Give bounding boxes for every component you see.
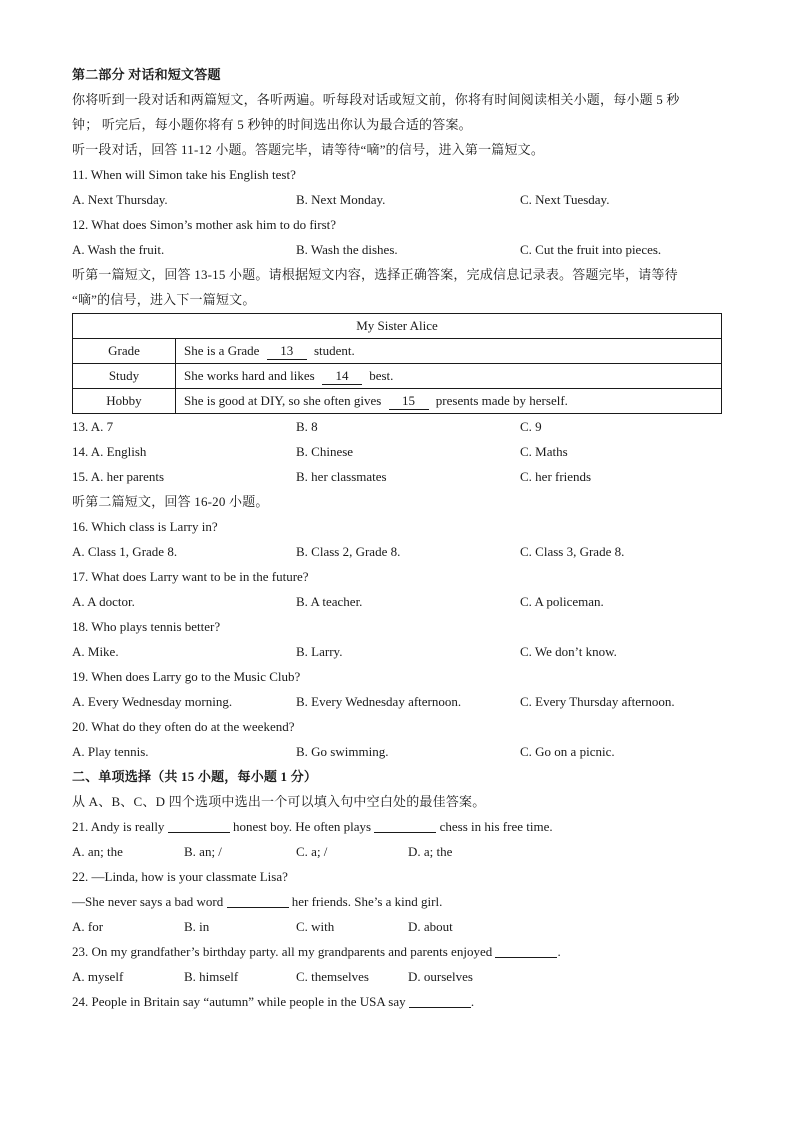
q12-stem: 12. What does Simon’s mother ask him to do first?: [72, 217, 337, 232]
blank-number: 13: [267, 343, 307, 360]
table-row-value: [176, 339, 722, 364]
q21-text-2: honest boy. He often plays: [229, 819, 375, 834]
q21-options: [72, 839, 722, 864]
table-row-value: [176, 364, 722, 389]
table-row-label: Study: [73, 364, 176, 389]
q21-text-1: 21. Andy is really: [72, 819, 168, 834]
q12-option-c[interactable]: C. Cut the fruit into pieces.: [520, 242, 662, 257]
q20-options: [72, 739, 722, 764]
q11-option-a[interactable]: A. Next Thursday.: [72, 192, 168, 207]
part2-instruction-line1: 你将听到一段对话和两篇短文，各听两遍。听每段对话或短文前，你将有时间阅读相关小题，每小题 5 秒: [72, 92, 680, 107]
row-text-post: best.: [365, 367, 394, 383]
q21-text-3: chess in his free time.: [436, 819, 553, 834]
q17-stem: 17. What does Larry want to be in the future?: [72, 569, 309, 584]
q20-option-b[interactable]: B. Go swimming.: [296, 744, 389, 759]
q19-option-b[interactable]: B. Every Wednesday afternoon.: [296, 694, 462, 709]
row-text-pre: She is good at DIY, so she often gives: [184, 392, 385, 408]
q19-stem: 19. When does Larry go to the Music Club?: [72, 669, 301, 684]
q22-option-a[interactable]: A. for: [72, 919, 104, 934]
q13-option-a[interactable]: 13. A. 7: [72, 419, 114, 434]
passage2-instruction: 听第二篇短文，回答 16-20 小题。: [72, 494, 269, 509]
q24-text-2: .: [470, 994, 475, 1009]
q15-options: [72, 464, 722, 489]
answer-blank[interactable]: [227, 893, 289, 908]
q14-option-c[interactable]: C. Maths: [520, 444, 568, 459]
q13-options: [72, 414, 722, 439]
answer-blank[interactable]: [374, 818, 436, 833]
part2-instruction-line2: 钟； 听完后，每小题你将有 5 秒钟的时间选出你认为最合适的答案。: [72, 117, 472, 132]
q24-text-1: 24. People in Britain say “autumn” while people in the USA say: [72, 994, 409, 1009]
q16-option-c[interactable]: C. Class 3, Grade 8.: [520, 544, 625, 559]
q14-option-b[interactable]: B. Chinese: [296, 444, 354, 459]
q21-option-c[interactable]: C. a; /: [296, 844, 328, 859]
q23-options: [72, 964, 722, 989]
q17-options: [72, 589, 722, 614]
q13-option-c[interactable]: C. 9: [520, 419, 542, 434]
q22-stem-line1: 22. —Linda, how is your classmate Lisa?: [72, 869, 288, 884]
q23-text-2: .: [557, 944, 561, 959]
q16-option-a[interactable]: A. Class 1, Grade 8.: [72, 544, 178, 559]
q18-options: [72, 639, 722, 664]
q21-option-d[interactable]: D. a; the: [408, 844, 453, 859]
table-row: [73, 364, 722, 389]
q23-option-d[interactable]: D. ourselves: [408, 969, 473, 984]
answer-blank[interactable]: [409, 993, 471, 1008]
q23-option-a[interactable]: A. myself: [72, 969, 124, 984]
q22-option-d[interactable]: D. about: [408, 919, 453, 934]
exam-page: [72, 62, 722, 1014]
q22-text-1: —She never says a bad word: [72, 894, 227, 909]
q23-option-b[interactable]: B. himself: [184, 969, 239, 984]
q21-option-a[interactable]: A. an; the: [72, 844, 123, 859]
row-text-post: student.: [310, 342, 355, 358]
q23-text-1: 23. On my grandfather’s birthday party. all my grandparents and parents enjoyed: [72, 944, 496, 959]
passage1-instruction-line1: 听第一篇短文，回答 13-15 小题。请根据短文内容，选择正确答案，完成信息记录表。答题完毕，请等待: [72, 267, 678, 282]
q12-option-a[interactable]: A. Wash the fruit.: [72, 242, 165, 257]
q15-option-c[interactable]: C. her friends: [520, 469, 592, 484]
blank-number: 14: [322, 368, 362, 385]
row-text-pre: She is a Grade: [184, 342, 263, 358]
q22-option-c[interactable]: C. with: [296, 919, 335, 934]
table-row: [73, 339, 722, 364]
q12-options: [72, 237, 722, 262]
q20-stem: 20. What do they often do at the weekend?: [72, 719, 295, 734]
passage1-instruction-line2: “嘀”的信号，进入下一篇短文。: [72, 292, 256, 307]
q24-stem: [72, 989, 722, 1014]
table-row-label: Hobby: [73, 389, 176, 414]
q18-option-b[interactable]: B. Larry.: [296, 644, 343, 659]
table-row-label: Grade: [73, 339, 176, 364]
q23-option-c[interactable]: C. themselves: [296, 969, 369, 984]
q20-option-a[interactable]: A. Play tennis.: [72, 744, 149, 759]
q21-stem: [72, 814, 722, 839]
q22-options: [72, 914, 722, 939]
q19-options: [72, 689, 722, 714]
q19-option-c[interactable]: C. Every Thursday afternoon.: [520, 694, 675, 709]
q17-option-b[interactable]: B. A teacher.: [296, 594, 363, 609]
table-row-value: [176, 389, 722, 414]
q15-option-a[interactable]: 15. A. her parents: [72, 469, 165, 484]
q17-option-a[interactable]: A. A doctor.: [72, 594, 135, 609]
section2-instruction: 从 A、B、C、D 四个选项中选出一个可以填入句中空白处的最佳答案。: [72, 794, 486, 809]
q13-option-b[interactable]: B. 8: [296, 419, 318, 434]
q16-stem: 16. Which class is Larry in?: [72, 519, 218, 534]
q22-stem-line2: [72, 889, 722, 914]
q18-stem: 18. Who plays tennis better?: [72, 619, 221, 634]
answer-blank[interactable]: [495, 943, 557, 958]
q16-options: [72, 539, 722, 564]
q11-stem: 11. When will Simon take his English test?: [72, 167, 296, 182]
part2-title: 第二部分 对话和短文答题: [72, 67, 221, 82]
dialog-instruction: 听一段对话，回答 11-12 小题。答题完毕，请等待“嘀”的信号，进入第一篇短文。: [72, 142, 545, 157]
q11-option-c[interactable]: C. Next Tuesday.: [520, 192, 610, 207]
section2-title: 二、单项选择（共 15 小题，每小题 1 分）: [72, 769, 318, 784]
q23-stem: [72, 939, 722, 964]
q14-options: [72, 439, 722, 464]
q18-option-c[interactable]: C. We don’t know.: [520, 644, 617, 659]
q22-text-2: her friends. She’s a kind girl.: [288, 894, 443, 909]
q11-option-b[interactable]: B. Next Monday.: [296, 192, 386, 207]
q18-option-a[interactable]: A. Mike.: [72, 644, 119, 659]
q20-option-c[interactable]: C. Go on a picnic.: [520, 744, 615, 759]
table-row: [73, 389, 722, 414]
q16-option-b[interactable]: B. Class 2, Grade 8.: [296, 544, 401, 559]
blank-number: 15: [389, 393, 429, 410]
q15-option-b[interactable]: B. her classmates: [296, 469, 387, 484]
table-title: My Sister Alice: [73, 314, 722, 339]
q14-option-a[interactable]: 14. A. English: [72, 444, 147, 459]
q19-option-a[interactable]: A. Every Wednesday morning.: [72, 694, 233, 709]
row-text-post: presents made by herself.: [432, 392, 568, 408]
q21-option-b[interactable]: B. an; /: [184, 844, 222, 859]
q11-options: [72, 187, 722, 212]
q17-option-c[interactable]: C. A policeman.: [520, 594, 604, 609]
answer-blank[interactable]: [168, 818, 230, 833]
q22-option-b[interactable]: B. in: [184, 919, 210, 934]
row-text-pre: She works hard and likes: [184, 367, 318, 383]
q12-option-b[interactable]: B. Wash the dishes.: [296, 242, 398, 257]
info-record-table: [72, 313, 722, 414]
